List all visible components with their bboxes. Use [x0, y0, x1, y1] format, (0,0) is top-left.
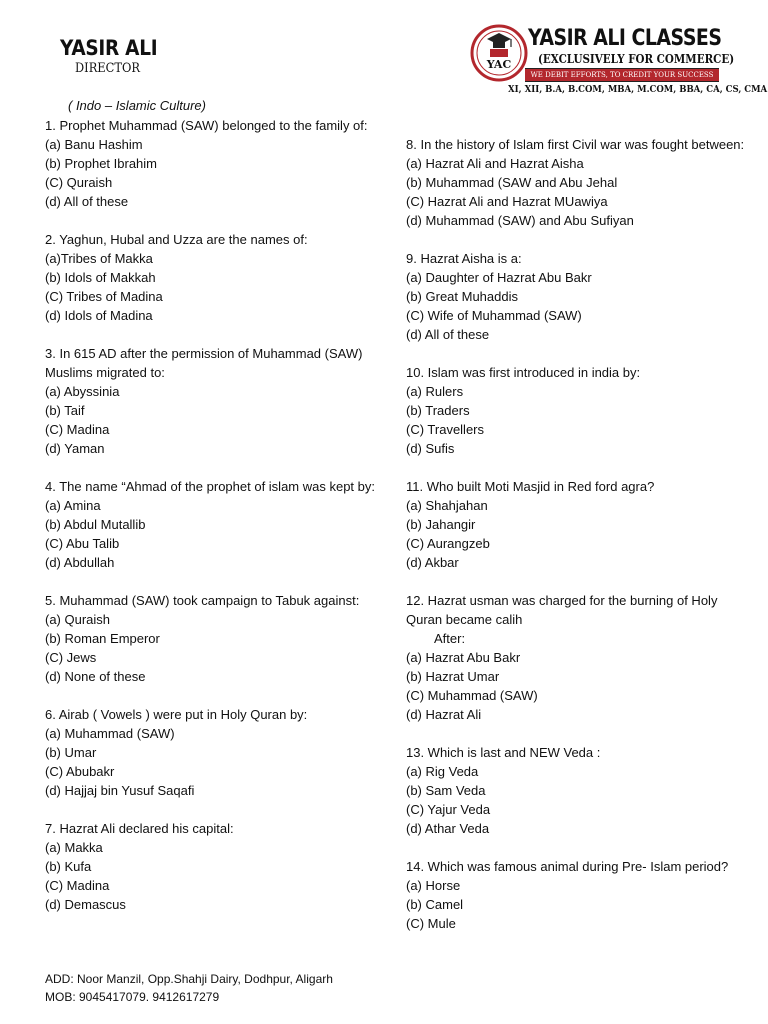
answer-option: (C) Travellers [406, 422, 485, 437]
question-text: 2. Yaghun, Hubal and Uzza are the names of: [45, 232, 308, 247]
answer-option: (b) Abdul Mutallib [45, 517, 146, 532]
answer-option: (b) Hazrat Umar [406, 669, 500, 684]
brand-tagline: WE DEBIT EFFORTS, TO CREDIT YOUR SUCCESS [525, 68, 719, 82]
answer-option: (b) Roman Emperor [45, 631, 160, 646]
question-item [45, 477, 385, 572]
answer-option: (a) Makka [45, 840, 103, 855]
question-item [406, 363, 746, 458]
question-item [45, 819, 385, 914]
director-role: DIRECTOR [75, 61, 141, 76]
question-item [45, 591, 385, 686]
answer-option: (C) Abu Talib [45, 536, 120, 551]
answer-option: (b) Kufa [45, 859, 92, 874]
right-question-column [406, 135, 746, 952]
question-text: 5. Muhammad (SAW) took campaign to Tabuk against: [45, 593, 360, 608]
answer-option: (a) Amina [45, 498, 101, 513]
answer-option: (C) Muhammad (SAW) [406, 688, 538, 703]
question-item [406, 857, 746, 933]
answer-option: (a) Hazrat Abu Bakr [406, 650, 521, 665]
answer-option: (b) Camel [406, 897, 464, 912]
answer-option: (b) Taif [45, 403, 85, 418]
question-item [406, 135, 746, 230]
answer-option: (C) Madina [45, 878, 110, 893]
answer-option: (a) Daughter of Hazrat Abu Bakr [406, 270, 592, 285]
answer-option: (C) Wife of Muhammad (SAW) [406, 308, 582, 323]
question-text: 9. Hazrat Aisha is a: [406, 251, 522, 266]
answer-option: (d) Abdullah [45, 555, 115, 570]
answer-option: (d) Hazrat Ali [406, 707, 482, 722]
director-block [60, 36, 171, 76]
question-item [45, 344, 385, 458]
answer-option: (d) None of these [45, 669, 146, 684]
answer-option: (b) Traders [406, 403, 470, 418]
answer-option: (a) Quraish [45, 612, 111, 627]
question-item [45, 116, 385, 211]
subject-title: ( Indo – Islamic Culture) [68, 98, 206, 113]
question-text: 11. Who built Moti Masjid in Red ford agra? [406, 479, 655, 494]
answer-option: (b) Umar [45, 745, 97, 760]
answer-option: (C) Tribes of Madina [45, 289, 163, 304]
answer-option: (d) All of these [406, 327, 490, 342]
director-name: YASIR ALI [60, 36, 158, 60]
question-item [406, 477, 746, 572]
question-text: 1. Prophet Muhammad (SAW) belonged to the family of: [45, 118, 368, 133]
answer-option: (b) Muhammad (SAW and Abu Jehal [406, 175, 618, 190]
brand-title: YASIR ALI CLASSES [528, 26, 722, 51]
answer-option: (b) Jahangir [406, 517, 476, 532]
question-item [406, 591, 746, 724]
answer-option: (a) Shahjahan [406, 498, 488, 513]
answer-option: (a) Abyssinia [45, 384, 120, 399]
answer-option: (a) Horse [406, 878, 461, 893]
answer-option: (C) Aurangzeb [406, 536, 490, 551]
answer-option: (a) Muhammad (SAW) [45, 726, 175, 741]
brand-subtitle: (EXCLUSIVELY FOR COMMERCE) [538, 52, 735, 66]
answer-option: (b) Sam Veda [406, 783, 486, 798]
left-question-column [45, 116, 385, 933]
question-text: 6. Airab ( Vowels ) were put in Holy Quran by: [45, 707, 308, 722]
question-text: 4. The name “Ahmad of the prophet of islam was kept by: [45, 479, 375, 494]
answer-option: (d) Idols of Madina [45, 308, 153, 323]
question-item [406, 249, 746, 344]
answer-option: (a) Hazrat Ali and Hazrat Aisha [406, 156, 584, 171]
brand-courses: XI, XII, B.A, B.COM, MBA, M.COM, BBA, CA, CS, CMA [508, 84, 768, 95]
question-text-continued: After: [434, 631, 466, 646]
question-text: 12. Hazrat usman was charged for the burning of Holy Quran became calih [406, 593, 718, 627]
answer-option: (d) Muhammad (SAW) and Abu Sufiyan [406, 213, 634, 228]
question-text: 3. In 615 AD after the permission of Muhammad (SAW) Muslims migrated to: [45, 346, 363, 380]
footer-address: ADD: Noor Manzil, Opp.Shahji Dairy, Dodhpur, Aligarh [45, 972, 333, 986]
answer-option: (C) Yajur Veda [406, 802, 491, 817]
footer [45, 970, 333, 1006]
answer-option: (d) Athar Veda [406, 821, 490, 836]
question-text: 8. In the history of Islam first Civil war was fought between: [406, 137, 745, 152]
answer-option: (a) Rulers [406, 384, 464, 399]
answer-option: (d) Hajjaj bin Yusuf Saqafi [45, 783, 195, 798]
question-item [45, 705, 385, 800]
answer-option: (d) Demascus [45, 897, 126, 912]
answer-option: (a) Rig Veda [406, 764, 479, 779]
logo-text: YAC [486, 58, 512, 71]
answer-option: (a) Banu Hashim [45, 137, 143, 152]
question-item [406, 743, 746, 838]
answer-option: (b) Idols of Makkah [45, 270, 156, 285]
answer-option: (C) Mule [406, 916, 456, 931]
answer-option: (C) Hazrat Ali and Hazrat MUawiya [406, 194, 608, 209]
answer-option: (d) Sufis [406, 441, 455, 456]
answer-option: (C) Madina [45, 422, 110, 437]
answer-option: (C) Jews [45, 650, 97, 665]
answer-option: (a)Tribes of Makka [45, 251, 153, 266]
logo-icon [470, 22, 528, 82]
answer-option: (C) Quraish [45, 175, 113, 190]
question-text: 13. Which is last and NEW Veda : [406, 745, 601, 760]
answer-option: (d) Yaman [45, 441, 105, 456]
question-text: 10. Islam was first introduced in india by: [406, 365, 641, 380]
question-text: 14. Which was famous animal during Pre- Islam period? [406, 859, 729, 874]
answer-option: (d) Akbar [406, 555, 459, 570]
answer-option: (b) Great Muhaddis [406, 289, 518, 304]
answer-option: (C) Abubakr [45, 764, 115, 779]
question-item [45, 230, 385, 325]
answer-option: (b) Prophet Ibrahim [45, 156, 157, 171]
footer-mobile: MOB: 9045417079. 9412617279 [45, 990, 220, 1004]
question-text: 7. Hazrat Ali declared his capital: [45, 821, 234, 836]
brand-block [528, 26, 735, 66]
answer-option: (d) All of these [45, 194, 129, 209]
